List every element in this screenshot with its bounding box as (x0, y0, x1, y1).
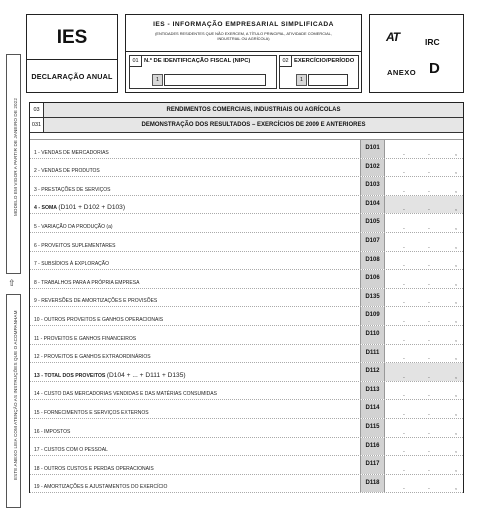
table-row (30, 140, 463, 159)
amount-separator: . (403, 186, 405, 194)
row-label: 15 - FORNECIMENTOS E SERVIÇOS EXTERNOS (34, 409, 149, 416)
row-label: 6 - PROVEITOS SUPLEMENTARES (34, 242, 116, 249)
form-title: IES - INFORMAÇÃO EMPRESARIAL SIMPLIFICADA (153, 21, 334, 28)
row-label: 12 - PROVEITOS E GANHOS EXTRAORDINÁRIOS (34, 354, 151, 361)
amount-separator: . (403, 447, 405, 455)
amount-input[interactable] (384, 382, 463, 400)
amount-separator: , (455, 261, 457, 269)
exercise-input[interactable] (308, 74, 348, 86)
row-label: 16 - IMPOSTOS (34, 428, 71, 435)
row-code: D103 (360, 177, 384, 195)
amount-separator: . (428, 261, 430, 269)
header-brand-box (26, 14, 118, 93)
amount-separator: , (455, 372, 457, 380)
amount-input[interactable] (384, 307, 463, 325)
results-table (29, 102, 464, 493)
amount-separator: . (428, 428, 430, 436)
tax-label: IRC (425, 37, 440, 47)
amount-separator: . (428, 372, 430, 380)
declaration-label: DECLARAÇÃO ANUAL (31, 72, 113, 81)
amount-separator: . (428, 298, 430, 306)
amount-separator: , (455, 316, 457, 324)
amount-separator: , (455, 484, 457, 492)
amount-separator: , (455, 242, 457, 250)
table-row (30, 400, 463, 419)
amount-separator: . (428, 223, 430, 231)
amount-separator: . (428, 391, 430, 399)
table-row (30, 196, 463, 215)
amount-separator: , (455, 149, 457, 157)
section-code: 031 (30, 118, 44, 132)
amount-separator: . (428, 354, 430, 362)
exercise-label: EXERCÍCIO/PERÍODO (294, 58, 355, 64)
row-code: D109 (360, 307, 384, 325)
table-row (30, 382, 463, 401)
table-row (30, 214, 463, 233)
nif-field-group (129, 55, 277, 89)
up-arrow-icon: ⇧ (8, 278, 16, 288)
amount-separator: . (428, 242, 430, 250)
row-label: 17 - CUSTOS COM O PESSOAL (34, 447, 108, 454)
row-code: D113 (360, 382, 384, 400)
amount-separator: . (428, 168, 430, 176)
amount-separator: . (403, 205, 405, 213)
amount-input[interactable] (384, 475, 463, 493)
row-code: D114 (360, 400, 384, 418)
table-row (30, 307, 463, 326)
field-number: 02 (280, 56, 292, 67)
amount-separator: . (403, 465, 405, 473)
section-header (30, 103, 463, 118)
amount-separator: . (403, 279, 405, 287)
amount-input[interactable] (384, 159, 463, 177)
annex-letter: D (429, 60, 440, 77)
table-row (30, 159, 463, 178)
amount-separator: . (403, 298, 405, 306)
row-code: D107 (360, 233, 384, 251)
row-label: 19 - AMORTIZAÇÕES E AJUSTAMENTOS DO EXERCÍCIO (34, 484, 168, 491)
row-label: 4 - SOMA (D101 + D102 + D103) (34, 204, 126, 212)
spacer (30, 133, 463, 140)
amount-separator: . (403, 242, 405, 250)
amount-separator: , (455, 168, 457, 176)
amount-separator: . (403, 335, 405, 343)
amount-input[interactable] (384, 456, 463, 474)
row-label: 11 - PROVEITOS E GANHOS FINANCEIROS (34, 335, 137, 342)
row-code: D104 (360, 196, 384, 214)
form-subtitle: (ENTIDADES RESIDENTES QUE NÃO EXERCEM, A TÍTULO PRINCIPAL, ATIVIDADE COMERCIAL, INDUSTRIAL OU AGRÍCOLA) (155, 31, 332, 41)
amount-input[interactable] (384, 252, 463, 270)
amount-separator: , (455, 447, 457, 455)
amount-separator: . (403, 168, 405, 176)
amount-input[interactable] (384, 177, 463, 195)
amount-separator: . (403, 223, 405, 231)
row-formula: (D104 + ... + D111 + D135) (106, 371, 186, 379)
row-label: 8 - TRABALHOS PARA A PRÓPRIA EMPRESA (34, 279, 140, 286)
row-code: D116 (360, 438, 384, 456)
amount-separator: , (455, 465, 457, 473)
row-code: D102 (360, 159, 384, 177)
amount-separator: . (403, 484, 405, 492)
table-row (30, 252, 463, 271)
at-logo-icon: AT (386, 30, 400, 44)
table-row (30, 270, 463, 289)
amount-input[interactable] (384, 289, 463, 307)
divider (27, 59, 117, 60)
amount-input[interactable] (384, 140, 463, 158)
header-title-box (125, 14, 362, 93)
table-row (30, 363, 463, 382)
row-code: D106 (360, 270, 384, 288)
amount-separator: . (403, 409, 405, 417)
amount-input[interactable] (384, 345, 463, 363)
row-label: 13 - TOTAL DOS PROVEITOS (D104 + ... + D111 + D135) (34, 371, 186, 379)
amount-separator: . (403, 316, 405, 324)
exercise-field-group (279, 55, 359, 89)
divider (126, 51, 361, 52)
amount-separator: . (403, 354, 405, 362)
amount-separator: , (455, 186, 457, 194)
amount-separator: . (428, 465, 430, 473)
amount-separator: , (455, 409, 457, 417)
row-code: D108 (360, 252, 384, 270)
amount-separator: . (403, 428, 405, 436)
amount-input[interactable] (384, 400, 463, 418)
sidebar-instructions-text: ESTE ANEXO LEIA COM ATENÇÃO AS INSTRUÇÕES QUE O ACOMPANHAM (13, 310, 18, 480)
row-formula: (D101 + D102 + D103) (58, 204, 126, 212)
amount-separator: , (455, 354, 457, 362)
amount-separator: . (403, 149, 405, 157)
amount-separator: . (428, 279, 430, 287)
row-code: D105 (360, 214, 384, 232)
amount-separator: , (455, 428, 457, 436)
row-code: D101 (360, 140, 384, 158)
amount-separator: , (455, 279, 457, 287)
exercise-prefix: 1 (296, 74, 307, 86)
table-row (30, 289, 463, 308)
amount-separator: . (428, 484, 430, 492)
amount-input[interactable] (384, 363, 463, 381)
amount-separator: , (455, 391, 457, 399)
row-label: 7 - SUBSÍDIOS À EXPLORAÇÃO (34, 261, 110, 268)
row-label: 2 - VENDAS DE PRODUTOS (34, 168, 100, 175)
table-row (30, 438, 463, 457)
amount-separator: . (403, 391, 405, 399)
nif-label: N.º DE IDENTIFICAÇÃO FISCAL (NIPC) (144, 58, 251, 64)
sidebar-version-text: MODELO EM VIGOR A PARTIR DE JANEIRO DE 2022 (13, 98, 18, 216)
amount-separator: . (428, 205, 430, 213)
amount-separator: . (428, 316, 430, 324)
amount-separator: , (455, 223, 457, 231)
table-row (30, 233, 463, 252)
table-row (30, 345, 463, 364)
row-code: D110 (360, 326, 384, 344)
table-row (30, 177, 463, 196)
row-code: D135 (360, 289, 384, 307)
amount-separator: . (428, 447, 430, 455)
amount-separator: , (455, 335, 457, 343)
amount-separator: , (455, 298, 457, 306)
amount-input[interactable] (384, 270, 463, 288)
amount-input[interactable] (384, 196, 463, 214)
row-code: D118 (360, 475, 384, 493)
sidebar-margin (6, 26, 20, 480)
amount-separator: . (428, 186, 430, 194)
nif-prefix: 1 (152, 74, 163, 86)
table-row (30, 326, 463, 345)
brand-title: IES (56, 27, 88, 48)
section-title: DEMONSTRAÇÃO DOS RESULTADOS – EXERCÍCIOS DE 2009 E ANTERIORES (141, 122, 366, 128)
field-number: 01 (130, 56, 142, 67)
amount-input[interactable] (384, 214, 463, 232)
amount-separator: . (403, 261, 405, 269)
row-label: 1 - VENDAS DE MERCADORIAS (34, 149, 109, 156)
row-code: D111 (360, 345, 384, 363)
amount-separator: . (428, 149, 430, 157)
row-code: D117 (360, 456, 384, 474)
row-label: 10 - OUTROS PROVEITOS E GANHOS OPERACIONAIS (34, 316, 164, 323)
amount-input[interactable] (384, 438, 463, 456)
section-title: RENDIMENTOS COMERCIAIS, INDUSTRIAIS OU AGRÍCOLAS (166, 107, 341, 113)
row-label: 9 - REVERSÕES DE AMORTIZAÇÕES E PROVISÕES (34, 298, 158, 305)
nif-input[interactable] (164, 74, 266, 86)
row-label: 18 - OUTROS CUSTOS E PERDAS OPERACIONAIS (34, 465, 154, 472)
table-row (30, 419, 463, 438)
row-label: 14 - CUSTO DAS MERCADORIAS VENDIDAS E DAS MATÉRIAS CONSUMIDAS (34, 391, 217, 398)
section-header (30, 118, 463, 133)
header-annex-box (369, 14, 464, 93)
amount-input[interactable] (384, 419, 463, 437)
table-row (30, 456, 463, 475)
amount-input[interactable] (384, 326, 463, 344)
row-code: D115 (360, 419, 384, 437)
row-code: D112 (360, 363, 384, 381)
annex-label: ANEXO (387, 68, 417, 77)
row-label: 3 - PRESTAÇÕES DE SERVIÇOS (34, 186, 111, 193)
amount-input[interactable] (384, 233, 463, 251)
amount-separator: . (428, 335, 430, 343)
section-code: 03 (30, 103, 44, 117)
amount-separator: , (455, 205, 457, 213)
row-label: 5 - VARIAÇÃO DA PRODUÇÃO (a) (34, 223, 113, 230)
amount-separator: . (403, 372, 405, 380)
table-rows (30, 140, 463, 493)
amount-separator: . (428, 409, 430, 417)
table-row (30, 475, 463, 494)
